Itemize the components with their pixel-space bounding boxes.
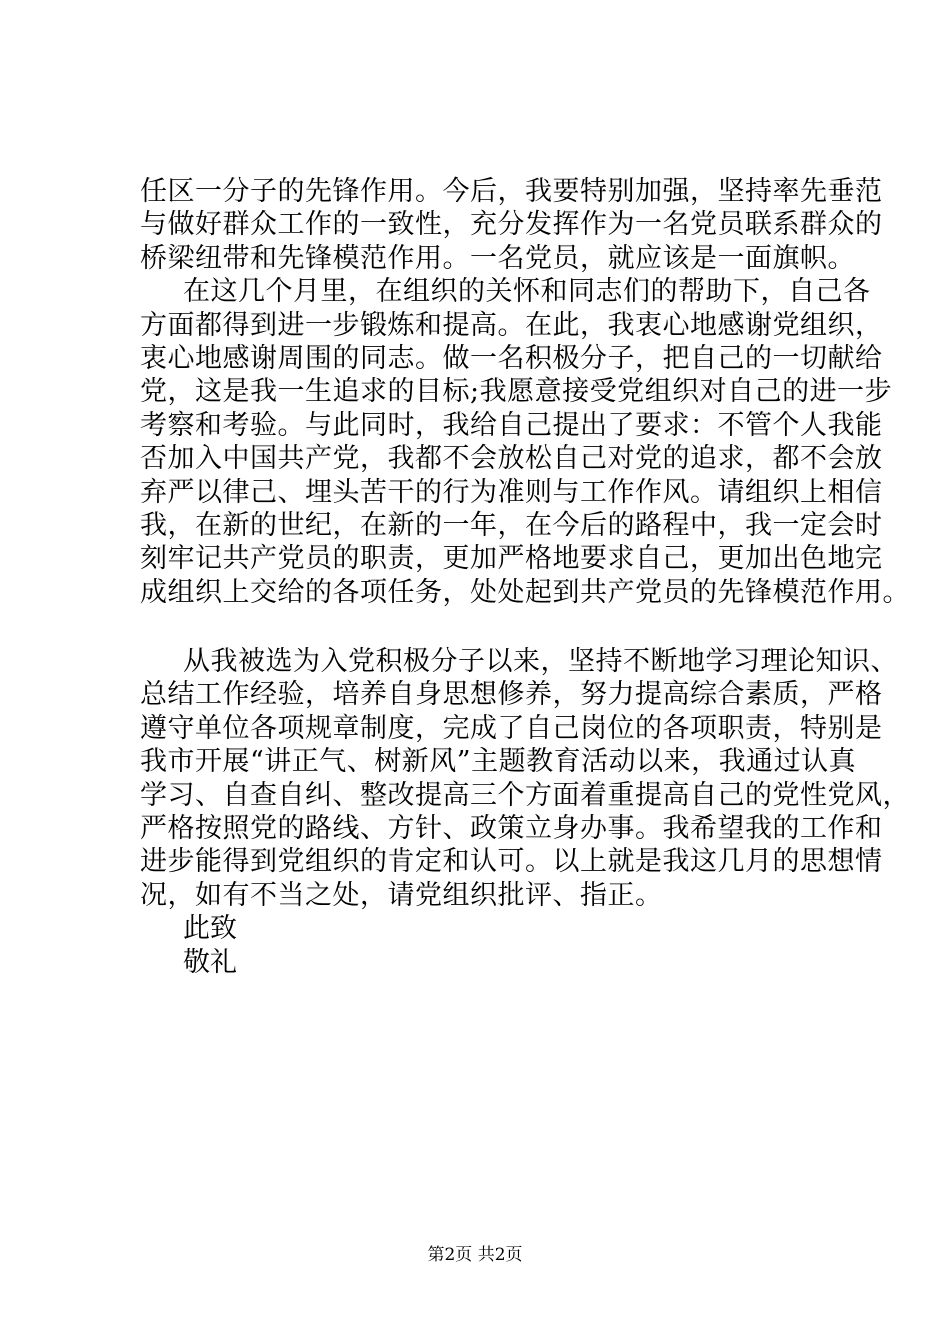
text-line: 与做好群众工作的一致性，充分发挥作为一名党员联系群众的	[140, 209, 883, 241]
document-body	[140, 175, 910, 979]
paragraph-1	[140, 175, 883, 275]
text-line: 遵守单位各项规章制度，完成了自己岗位的各项职责，特别是	[140, 712, 883, 744]
text-line: 成组织上交给的各项任务，处处起到共产党员的先锋模范作用。	[140, 576, 910, 608]
paragraph-spacer	[140, 609, 840, 645]
text-line: 进步能得到党组织的肯定和认可。以上就是我这几月的思想情	[140, 846, 883, 878]
closing-regards: 敬礼	[183, 946, 237, 978]
text-line: 总结工作经验，培养自身思想修养，努力提高综合素质，严格	[140, 679, 883, 711]
closing-salutation: 此致	[183, 913, 237, 945]
text-line: 衷心地感谢周围的同志。做一名积极分子，把自己的一切献给	[140, 342, 883, 374]
text-line: 从我被选为入党积极分子以来，坚持不断地学习理论知识、	[183, 646, 898, 678]
text-line: 刻牢记共产党员的职责，更加严格地要求自己，更加出色地完	[140, 543, 883, 575]
text-line: 否加入中国共产党，我都不会放松自己对党的追求，都不会放	[140, 443, 883, 475]
text-line: 严格按照党的路线、方针、政策立身办事。我希望我的工作和	[140, 813, 883, 845]
text-line: 学习、自查自纠、整改提高三个方面着重提高自己的党性党风，	[140, 779, 910, 811]
text-line: 党，这是我一生追求的目标;我愿意接受党组织对自己的进一步	[140, 376, 893, 408]
text-line: 在这几个月里，在组织的关怀和同志们的帮助下，自己各	[183, 276, 871, 308]
text-line: 任区一分子的先锋作用。今后，我要特别加强，坚持率先垂范	[140, 176, 883, 207]
text-line: 考察和考验。与此同时，我给自己提出了要求：不管个人我能	[140, 409, 883, 441]
text-line: 况，如有不当之处，请党组织批评、指正。	[140, 879, 663, 911]
paragraph-2	[140, 275, 910, 609]
text-line: 弃严以律己、埋头苦干的行为准则与工作作风。请组织上相信	[140, 476, 883, 508]
page-number-footer: 第2页 共2页	[427, 1245, 523, 1265]
paragraph-3	[140, 645, 910, 912]
text-line: 我市开展“讲正气、树新风”主题教育活动以来，我通过认真	[140, 746, 857, 778]
text-line: 桥梁纽带和先锋模范作用。一名党员，就应该是一面旗帜。	[140, 242, 855, 274]
text-line: 方面都得到进一步锻炼和提高。在此，我衷心地感谢党组织，	[140, 309, 883, 341]
text-line: 我，在新的世纪，在新的一年，在今后的路程中，我一定会时	[140, 509, 883, 541]
